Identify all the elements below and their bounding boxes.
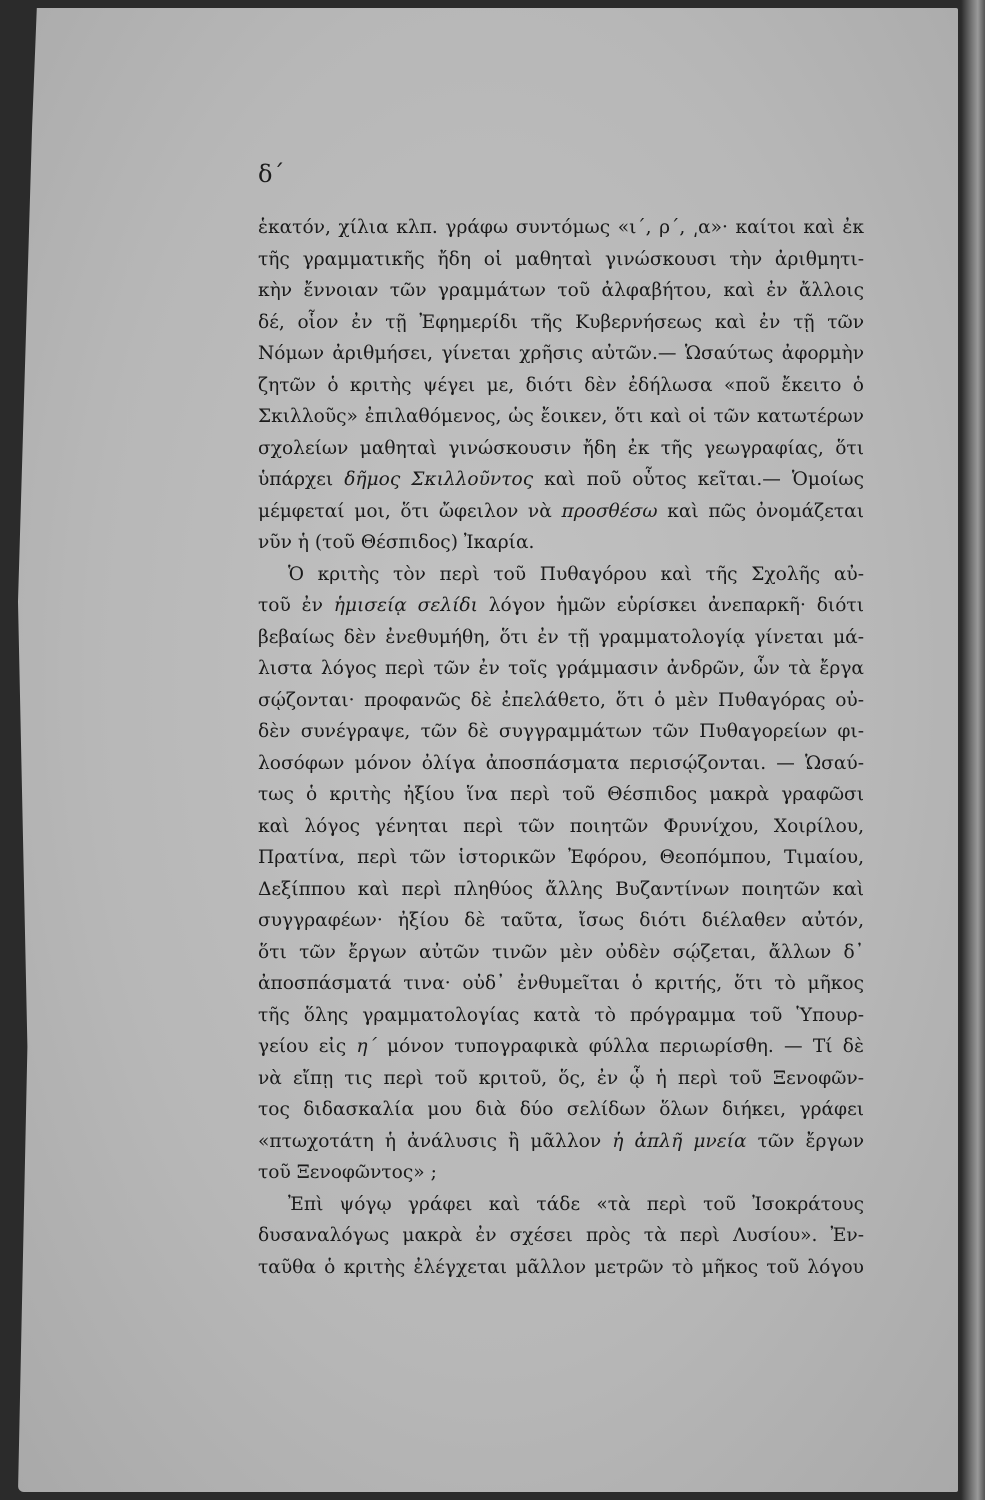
text-line: ζητῶν ὁ κριτὴς ψέγει με, διότι δὲν ἐδήλωσα «ποῦ ἔκειτο ὁ [258, 374, 864, 396]
text-line: Δεξίππου καὶ περὶ πληθύος ἄλλης Βυζαντίνων ποιητῶν καὶ [258, 878, 864, 900]
text-line [258, 464, 864, 496]
text-line: Σκιλλοῦς» ἐπιλαθόμενος, ὡς ἔοικεν, ὅτι καὶ οἱ τῶν κατωτέρων [258, 406, 864, 427]
text-segment: τῶν ἔργων [746, 1130, 865, 1152]
text-line: τῆς γραμματικῆς ἤδη οἱ μαθηταὶ γινώσκουσι τὴν ἀριθμητι- [258, 248, 864, 270]
text-line: ἑκατόν, χίλια κλπ. γράφω συντόμως «ι΄, ρ΄, ͵α»· καίτοι καὶ ἐκ [258, 217, 864, 238]
text-line: λιστα λόγος περὶ τῶν ἐν τοῖς γράμμασιν ἀνδρῶν, ὧν τὰ ἔργα [258, 658, 864, 679]
text-line: ὅτι τῶν ἔργων αὐτῶν τινῶν μὲν οὐδὲν σῴζεται, ἄλλων δ᾽ [258, 941, 864, 963]
text-line [258, 1031, 864, 1063]
text-line: καὶ λόγος γένηται περὶ τῶν ποιητῶν Φρυνίχου, Χοιρίλου, [258, 815, 864, 837]
italic-emphasis: ἡμισείᾳ σελίδι [333, 595, 478, 616]
text-segment: τοῦ ἐν [258, 595, 334, 616]
adjacent-page-edge [961, 0, 985, 1500]
text-line: σχολείων μαθηταὶ γινώσκουσιν ἤδη ἐκ τῆς γεωγραφίας, ὅτι [258, 437, 864, 459]
text-line [258, 1126, 864, 1158]
text-segment: μόνον τυπογραφικὰ φύλλα περιωρίσθη. — Τί δὲ [376, 1036, 864, 1057]
text-line: σῴζονται· προφανῶς δὲ ἐπελάθετο, ὅτι ὁ μὲν Πυθαγόρας οὐ- [258, 689, 864, 711]
text-line: τοῦ Ξενοφῶντος» ; [258, 1162, 437, 1183]
text-line: Νόμων ἀριθμήσει, γίνεται χρῆσις αὐτῶν.— Ὡσαύτως ἀφορμὴν [258, 343, 864, 364]
text-segment: γείου εἰς [258, 1036, 357, 1057]
text-line: συγγραφέων· ἠξίου δὲ ταῦτα, ἴσως διότι διέλαθεν αὐτόν, [258, 910, 864, 931]
italic-emphasis: δῆμος Σκιλλοῦντος [344, 469, 534, 490]
text-segment: «πτωχοτάτη ἡ ἀνάλυσις ἢ μᾶλλον [258, 1130, 613, 1152]
text-line: δυσαναλόγως μακρὰ ἐν σχέσει πρὸς τὰ περὶ Λυσίου». Ἐν- [258, 1225, 864, 1246]
text-line [258, 496, 864, 528]
text-line: νὰ εἴπῃ τις περὶ τοῦ κριτοῦ, ὅς, ἐν ᾧ ἡ περὶ τοῦ Ξενοφῶν- [258, 1067, 864, 1089]
text-segment: καὶ ποῦ οὗτος κεῖται.— Ὁμοίως [533, 469, 864, 490]
text-line: τος διδασκαλία μου διὰ δύο σελίδων ὅλων διήκει, γράφει [258, 1099, 864, 1120]
body-text [258, 212, 864, 1283]
text-line: ἀποσπάσματά τινα· οὐδ᾽ ἐνθυμεῖται ὁ κριτής, ὅτι τὸ μῆκος [258, 973, 864, 994]
text-line: δὲν συνέγραψε, τῶν δὲ συγγραμμάτων τῶν Πυθαγορείων φι- [258, 721, 864, 742]
text-line: δέ, οἷον ἐν τῇ Ἐφημερίδι τῆς Κυβερνήσεως καὶ ἐν τῇ τῶν [258, 311, 864, 333]
text-line: νῦν ἡ (τοῦ Θέσπιδος) Ἰκαρία. [258, 532, 535, 553]
text-segment: ὑπάρχει [258, 469, 345, 490]
italic-emphasis: προσθέσω [561, 500, 658, 522]
text-line: λοσόφων μόνον ὀλίγα ἀποσπάσματα περισῴζονται. — Ὡσαύ- [258, 752, 864, 774]
text-segment: καὶ πῶς ὀνομάζεται [657, 500, 865, 522]
text-line: βεβαίως δὲν ἐνεθυμήθη, ὅτι ἐν τῇ γραμματολογίᾳ γίνεται μά- [258, 626, 864, 648]
page-number: δ΄ [258, 160, 285, 188]
text-line: κὴν ἔννοιαν τῶν γραμμάτων τοῦ ἀλφαβήτου, καὶ ἐν ἄλλοις [258, 280, 864, 301]
text-segment: μέμφεταί μοι, ὅτι ὤφειλον νὰ [258, 500, 562, 522]
italic-emphasis: η΄ [356, 1036, 377, 1057]
text-line: ταῦθα ὁ κριτὴς ἐλέγχεται μᾶλλον μετρῶν τὸ μῆκος τοῦ λόγου [258, 1256, 864, 1278]
text-line: τῆς ὅλης γραμματολογίας κατὰ τὸ πρόγραμμα τοῦ Ὑπουρ- [258, 1004, 864, 1026]
text-line: τως ὁ κριτὴς ἠξίου ἵνα περὶ τοῦ Θέσπιδος μακρὰ γραφῶσι [258, 784, 864, 805]
italic-emphasis: ἡ ἁπλῆ μνεία [612, 1130, 747, 1152]
text-line [258, 590, 864, 622]
text-segment: λόγον ἡμῶν εὑρίσκει ἀνεπαρκῆ· διότι [477, 595, 864, 616]
text-line: Ὁ κριτὴς τὸν περὶ τοῦ Πυθαγόρου καὶ τῆς Σχολῆς αὐ- [288, 563, 864, 585]
text-line: Πρατίνα, περὶ τῶν ἱστορικῶν Ἐφόρου, Θεοπόμπου, Τιμαίου, [258, 847, 864, 868]
text-line: Ἐπὶ ψόγῳ γράφει καὶ τάδε «τὰ περὶ τοῦ Ἰσοκράτους [288, 1193, 864, 1215]
